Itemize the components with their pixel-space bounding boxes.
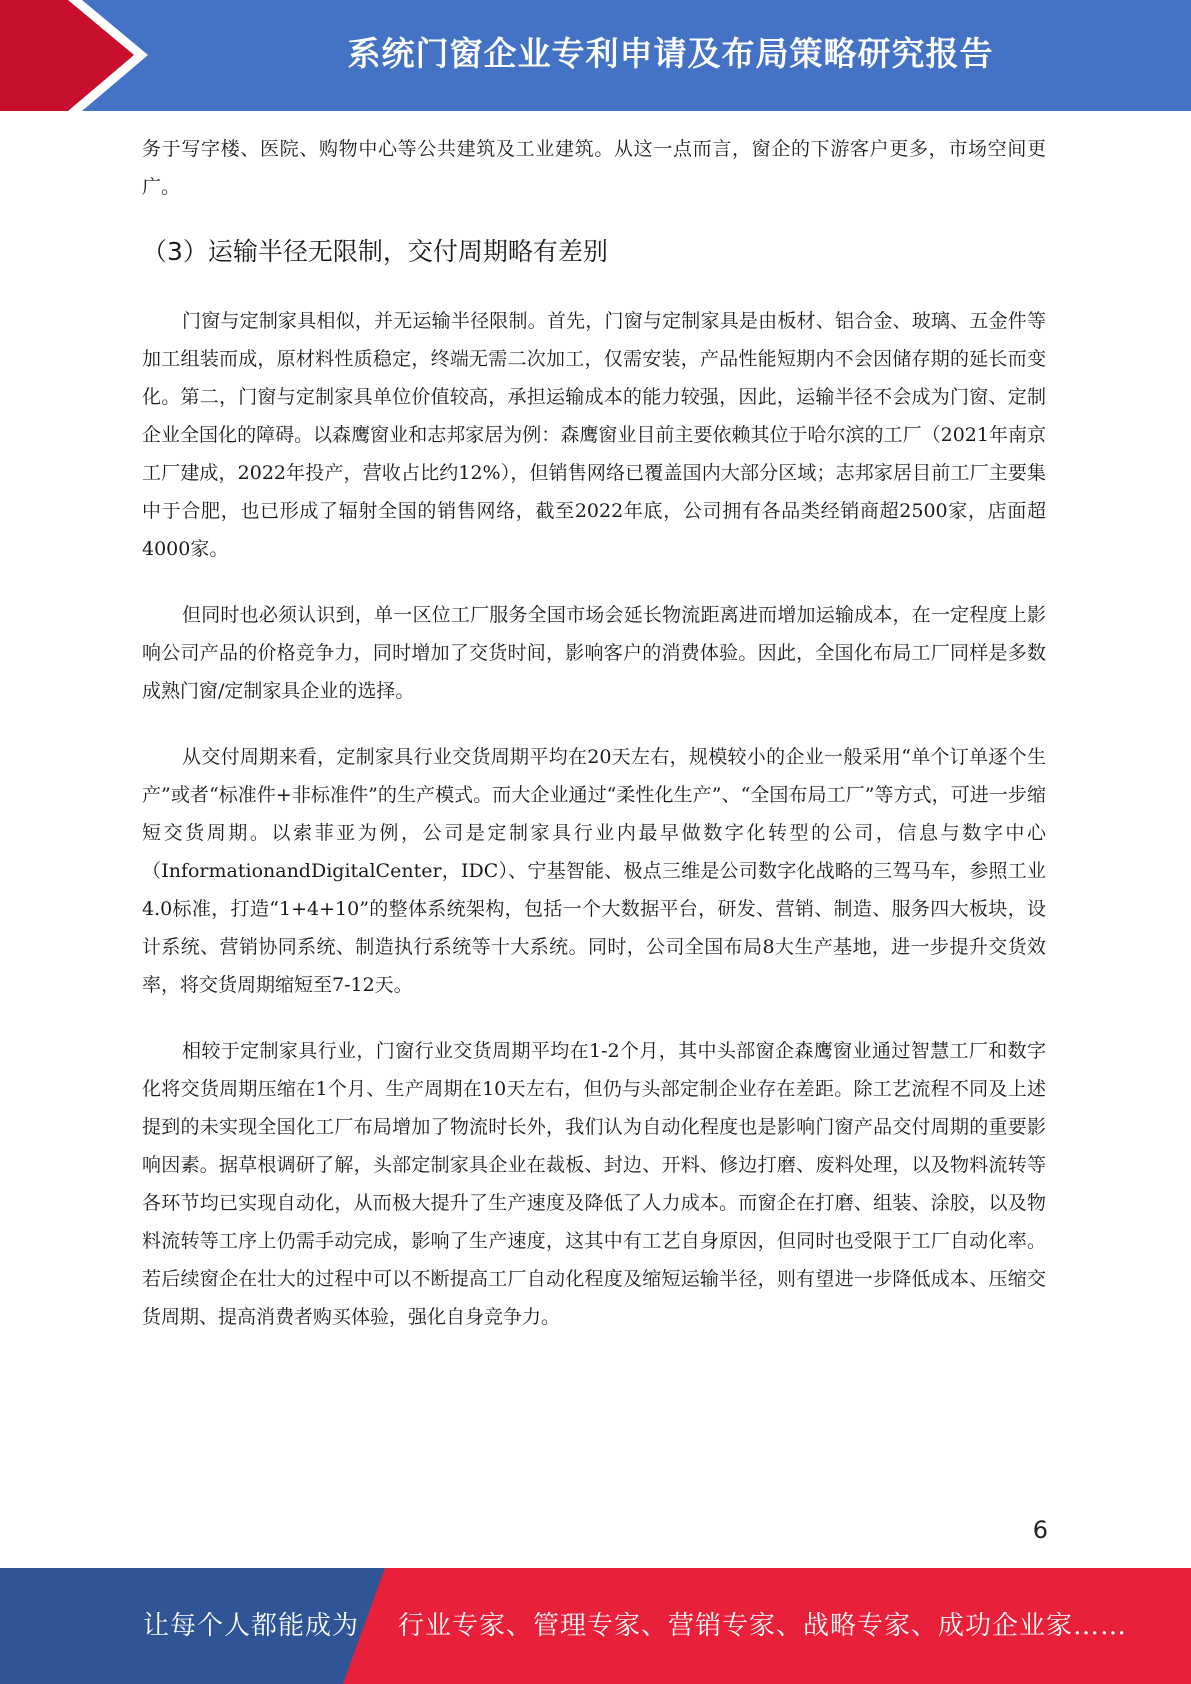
page-number: 6: [1032, 1516, 1048, 1544]
header-arrow-decoration: [0, 0, 160, 111]
paragraph-delivery-cycle: 从交付周期来看，定制家具行业交货周期平均在20天左右，规模较小的企业一般采用“单个订单逐个生产”或者“标准件+非标准件”的生产模式。而大企业通过“柔性化生产”、“全国布局工厂”等方式，可进一步缩短交货周期。以索菲亚为例，公司是定制家具行业内最早做数字化转型的公司，信息与数字中心（InformationandDigitalCenter，IDC）、宁基智能、极点三维是公司数字化战略的三驾马车，参照工业4.0标准，打造“1+4+10”的整体系统架构，包括一个大数据平台，研发、营销、制造、服务四大板块，设计系统、营销协同系统、制造执行系统等十大系统。同时，公司全国布局8大生产基地，进一步提升交货效率，将交货周期缩短至7-12天。: [142, 746, 1046, 996]
paragraph-transport-radius: 门窗与定制家具相似，并无运输半径限制。首先，门窗与定制家具是由板材、铝合金、玻璃、五金件等加工组装而成，原材料性质稳定，终端无需二次加工，仅需安装，产品性能短期内不会因储存期的延长而变化。第二，门窗与定制家具单位价值较高，承担运输成本的能力较强，因此，运输半径不会成为门窗、定制企业全国化的障碍。以森鹰窗业和志邦家居为例：森鹰窗业目前主要依赖其位于哈尔滨的工厂（2021年南京工厂建成，2022年投产，营收占比约12%），但销售网络已覆盖国内大部分区域；志邦家居目前工厂主要集中于合肥，也已形成了辐射全国的销售网络，截至2022年底，公司拥有各品类经销商超2500家，店面超4000家。: [142, 310, 1046, 560]
footer-slogan-left: 让每个人都能成为: [143, 1611, 360, 1641]
paragraph-automation: 相较于定制家具行业，门窗行业交货周期平均在1-2个月，其中头部窗企森鹰窗业通过智慧工厂和数字化将交货周期压缩在1个月、生产周期在10天左右，但仍与头部定制企业存在差距。除工艺流程不同及上述提到的未实现全国化工厂布局增加了物流时长外，我们认为自动化程度也是影响门窗产品交付周期的重要影响因素。据草根调研了解，头部定制家具企业在裁板、封边、开料、修边打磨、废料处理，以及物料流转等各环节均已实现自动化，从而极大提升了生产速度及降低了人力成本。而窗企在打磨、组装、涂胶，以及物料流转等工序上仍需手动完成，影响了生产速度，这其中有工艺自身原因，但同时也受限于工厂自动化率。若后续窗企在壮大的过程中可以不断提高工厂自动化程度及缩短运输半径，则有望进一步降低成本、压缩交货周期、提高消费者购买体验，强化自身竞争力。: [142, 1040, 1046, 1328]
section-heading: （3）运输半径无限制，交付周期略有差别: [142, 237, 608, 266]
report-title: 系统门窗企业专利申请及布局策略研究报告: [347, 34, 994, 73]
footer-slogan-right: 行业专家、管理专家、营销专家、战略专家、成功企业家……: [398, 1611, 1128, 1641]
page-footer: [0, 1568, 1191, 1684]
paragraph-continued: 务于写字楼、医院、购物中心等公共建筑及工业建筑。从这一点而言，窗企的下游客户更多，市场空间更广。: [142, 138, 1046, 198]
paragraph-national-layout: 但同时也必须认识到，单一区位工厂服务全国市场会延长物流距离进而增加运输成本，在一定程度上影响公司产品的价格竞争力，同时增加了交货时间，影响客户的消费体验。因此，全国化布局工厂同样是多数成熟门窗/定制家具企业的选择。: [142, 604, 1046, 702]
page-header: [0, 0, 1191, 111]
page-body: [142, 130, 1046, 1336]
